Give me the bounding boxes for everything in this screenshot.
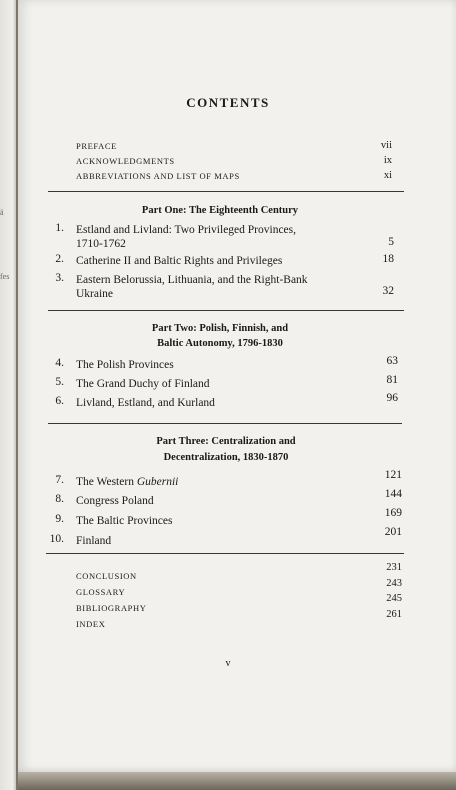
chapter-page: 5 <box>388 236 394 248</box>
front-matter-label: PREFACE <box>76 141 117 151</box>
chapter-title: Livland, Estland, and Kurland <box>76 397 215 409</box>
chapter-title: The Baltic Provinces <box>76 515 173 527</box>
facing-page-edge <box>0 0 16 790</box>
front-matter-page: vii <box>380 140 392 151</box>
front-matter-label: ACKNOWLEDGMENTS <box>76 156 175 166</box>
chapter-page: 81 <box>386 374 398 386</box>
chapter-title: The Grand Duchy of Finland <box>76 378 210 390</box>
chapter-title <box>76 474 178 490</box>
back-matter-label: GLOSSARY <box>76 587 126 597</box>
front-matter-page: ix <box>383 155 392 166</box>
back-matter-page: 243 <box>386 578 402 589</box>
part-heading: Decentralization, 1830-1870 <box>163 452 289 463</box>
chapter-title: Ukraine <box>76 288 114 300</box>
chapter-number: 8. <box>55 493 64 505</box>
divider-rule <box>48 191 404 192</box>
page-title: CONTENTS <box>186 95 270 110</box>
chapter-page: 169 <box>384 507 402 519</box>
chapter-number: 6. <box>55 395 64 407</box>
chapter-page: 121 <box>384 469 402 481</box>
chapter-number: 2. <box>55 253 64 265</box>
page-bottom-edge <box>18 772 456 790</box>
chapter-page: 32 <box>382 285 394 297</box>
part-heading: Part Two: Polish, Finnish, and <box>151 323 289 334</box>
chapter-title: 1710-1762 <box>76 238 126 250</box>
chapter-title: The Polish Provinces <box>76 359 174 371</box>
chapter-page: 96 <box>386 392 398 404</box>
margin-fragment: fes <box>0 272 10 281</box>
italic-term: Gubernii <box>136 476 179 488</box>
chapter-title: Finland <box>76 535 112 547</box>
chapter-number: 3. <box>55 272 64 284</box>
chapter-number: 4. <box>55 357 64 369</box>
chapter-page: 144 <box>384 488 402 500</box>
front-matter-label: ABBREVIATIONS AND LIST OF MAPS <box>76 171 240 181</box>
chapter-title: Eastern Belorussia, Lithuania, and the Right-Bank <box>76 274 308 286</box>
chapter-number: 1. <box>55 222 64 234</box>
page-number: v <box>225 658 231 669</box>
back-matter-label: INDEX <box>76 619 106 629</box>
chapter-page: 63 <box>386 355 398 367</box>
chapter-title: Estland and Livland: Two Privileged Provinces, <box>76 224 297 236</box>
margin-fragment: ä <box>0 208 4 217</box>
chapter-number: 7. <box>55 474 64 486</box>
chapter-page: 201 <box>384 526 402 538</box>
back-matter-label: BIBLIOGRAPHY <box>76 603 147 613</box>
part-heading: Part One: The Eighteenth Century <box>141 205 299 216</box>
chapter-title: Catherine II and Baltic Rights and Privileges <box>76 255 283 267</box>
back-matter-page: 261 <box>386 609 402 620</box>
back-matter-label: CONCLUSION <box>76 571 137 581</box>
chapter-title: Congress Poland <box>76 495 154 507</box>
chapter-number: 5. <box>55 376 64 388</box>
chapter-title-text: The Western Gubernii <box>76 476 179 488</box>
back-matter-page: 231 <box>386 562 402 573</box>
front-matter-page: xi <box>383 170 392 181</box>
back-matter-page: 245 <box>386 593 402 604</box>
chapter-page: 18 <box>382 253 394 265</box>
chapter-number: 9. <box>55 513 64 525</box>
divider-rule <box>48 423 402 424</box>
divider-rule <box>48 310 404 311</box>
chapter-number: 10. <box>49 533 64 545</box>
divider-rule <box>46 553 404 554</box>
part-heading: Part Three: Centralization and <box>156 436 296 447</box>
part-heading: Baltic Autonomy, 1796-1830 <box>157 338 283 349</box>
